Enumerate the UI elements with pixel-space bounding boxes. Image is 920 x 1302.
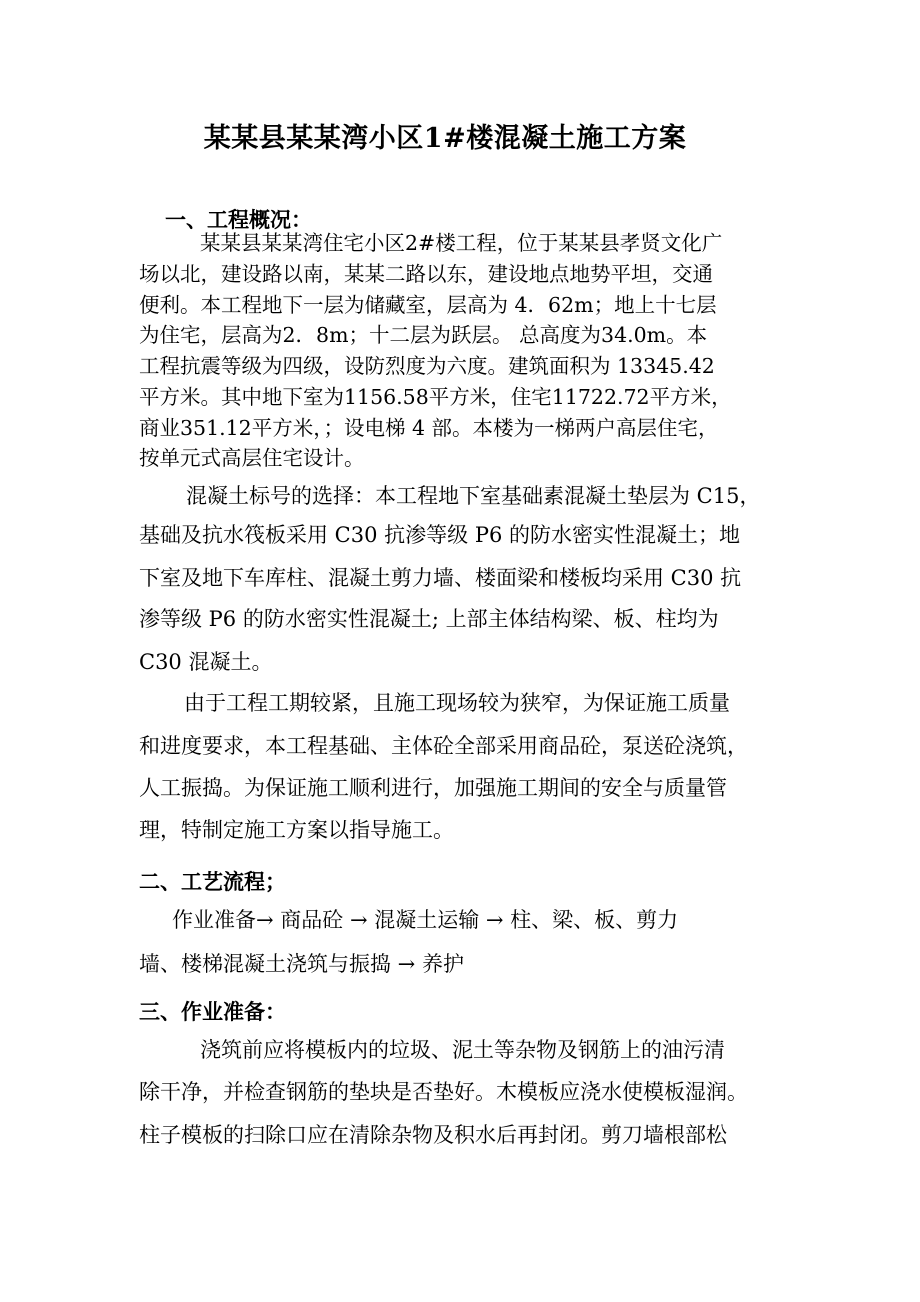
- section-heading-overview: 一、工程概况：: [165, 207, 312, 232]
- text-line: 墙、楼梯混凝土浇筑与振捣 → 养护: [139, 952, 464, 976]
- text-line: 商业351.12平方米，；设电梯 4 部。本楼为一梯两户高层住宅，: [139, 416, 719, 440]
- text-line: 下室及地下车库柱、混凝土剪力墙、楼面梁和楼板均采用 C30 抗: [139, 566, 742, 590]
- text-line: 浇筑前应将模板内的垃圾、泥土等杂物及钢筋上的油污清: [200, 1038, 725, 1062]
- text-line: 为住宅，层高为2．8m；十二层为跃层。 总高度为34.0m。本: [139, 323, 708, 347]
- text-line: 柱子模板的扫除口应在清除杂物及积水后再封闭。剪刀墙根部松: [139, 1123, 727, 1147]
- text-line: 某某县某某湾住宅小区2#楼工程，位于某某县孝贤文化广: [200, 231, 723, 255]
- section-heading-preparation: 三、作业准备：: [139, 999, 286, 1024]
- text-line: 除干净，并检查钢筋的垫块是否垫好。木模板应浇水使模板湿润。: [139, 1080, 748, 1104]
- text-line: 基础及抗水筏板采用 C30 抗渗等级 P6 的防水密实性混凝土；地: [139, 523, 740, 547]
- text-line: 平方米。其中地下室为1156.58平方米，住宅11722.72平方米，: [139, 385, 732, 409]
- text-line: 理，特制定施工方案以指导施工。: [139, 818, 454, 842]
- text-line: 便利。本工程地下一层为储藏室，层高为 4．62m；地上十七层: [139, 293, 717, 317]
- text-line: 作业准备→ 商品砼 → 混凝土运输 → 柱、梁、板、剪力: [172, 908, 679, 932]
- text-line: 人工振捣。为保证施工顺利进行，加强施工期间的安全与质量管: [139, 776, 727, 800]
- text-line: 和进度要求，本工程基础、主体砼全部采用商品砼，泵送砼浇筑，: [139, 734, 748, 758]
- section-heading-process: 二、工艺流程；: [139, 869, 286, 894]
- text-line: 由于工程工期较紧，且施工现场较为狭窄，为保证施工质量: [184, 691, 730, 715]
- text-line: 按单元式高层住宅设计。: [139, 446, 365, 470]
- text-line: 工程抗震等级为四级，设防烈度为六度。建筑面积为 13345.42: [139, 354, 715, 378]
- text-line: 渗等级 P6 的防水密实性混凝土; 上部主体结构梁、板、柱均为: [139, 607, 719, 631]
- document-title: 某某县某某湾小区1#楼混凝土施工方案: [203, 123, 687, 154]
- text-line: 混凝土标号的选择：本工程地下室基础素混凝土垫层为 C15，: [186, 484, 761, 508]
- text-line: C30 混凝土。: [139, 650, 273, 674]
- text-line: 场以北，建设路以南，某某二路以东，建设地点地势平坦，交通: [139, 262, 713, 286]
